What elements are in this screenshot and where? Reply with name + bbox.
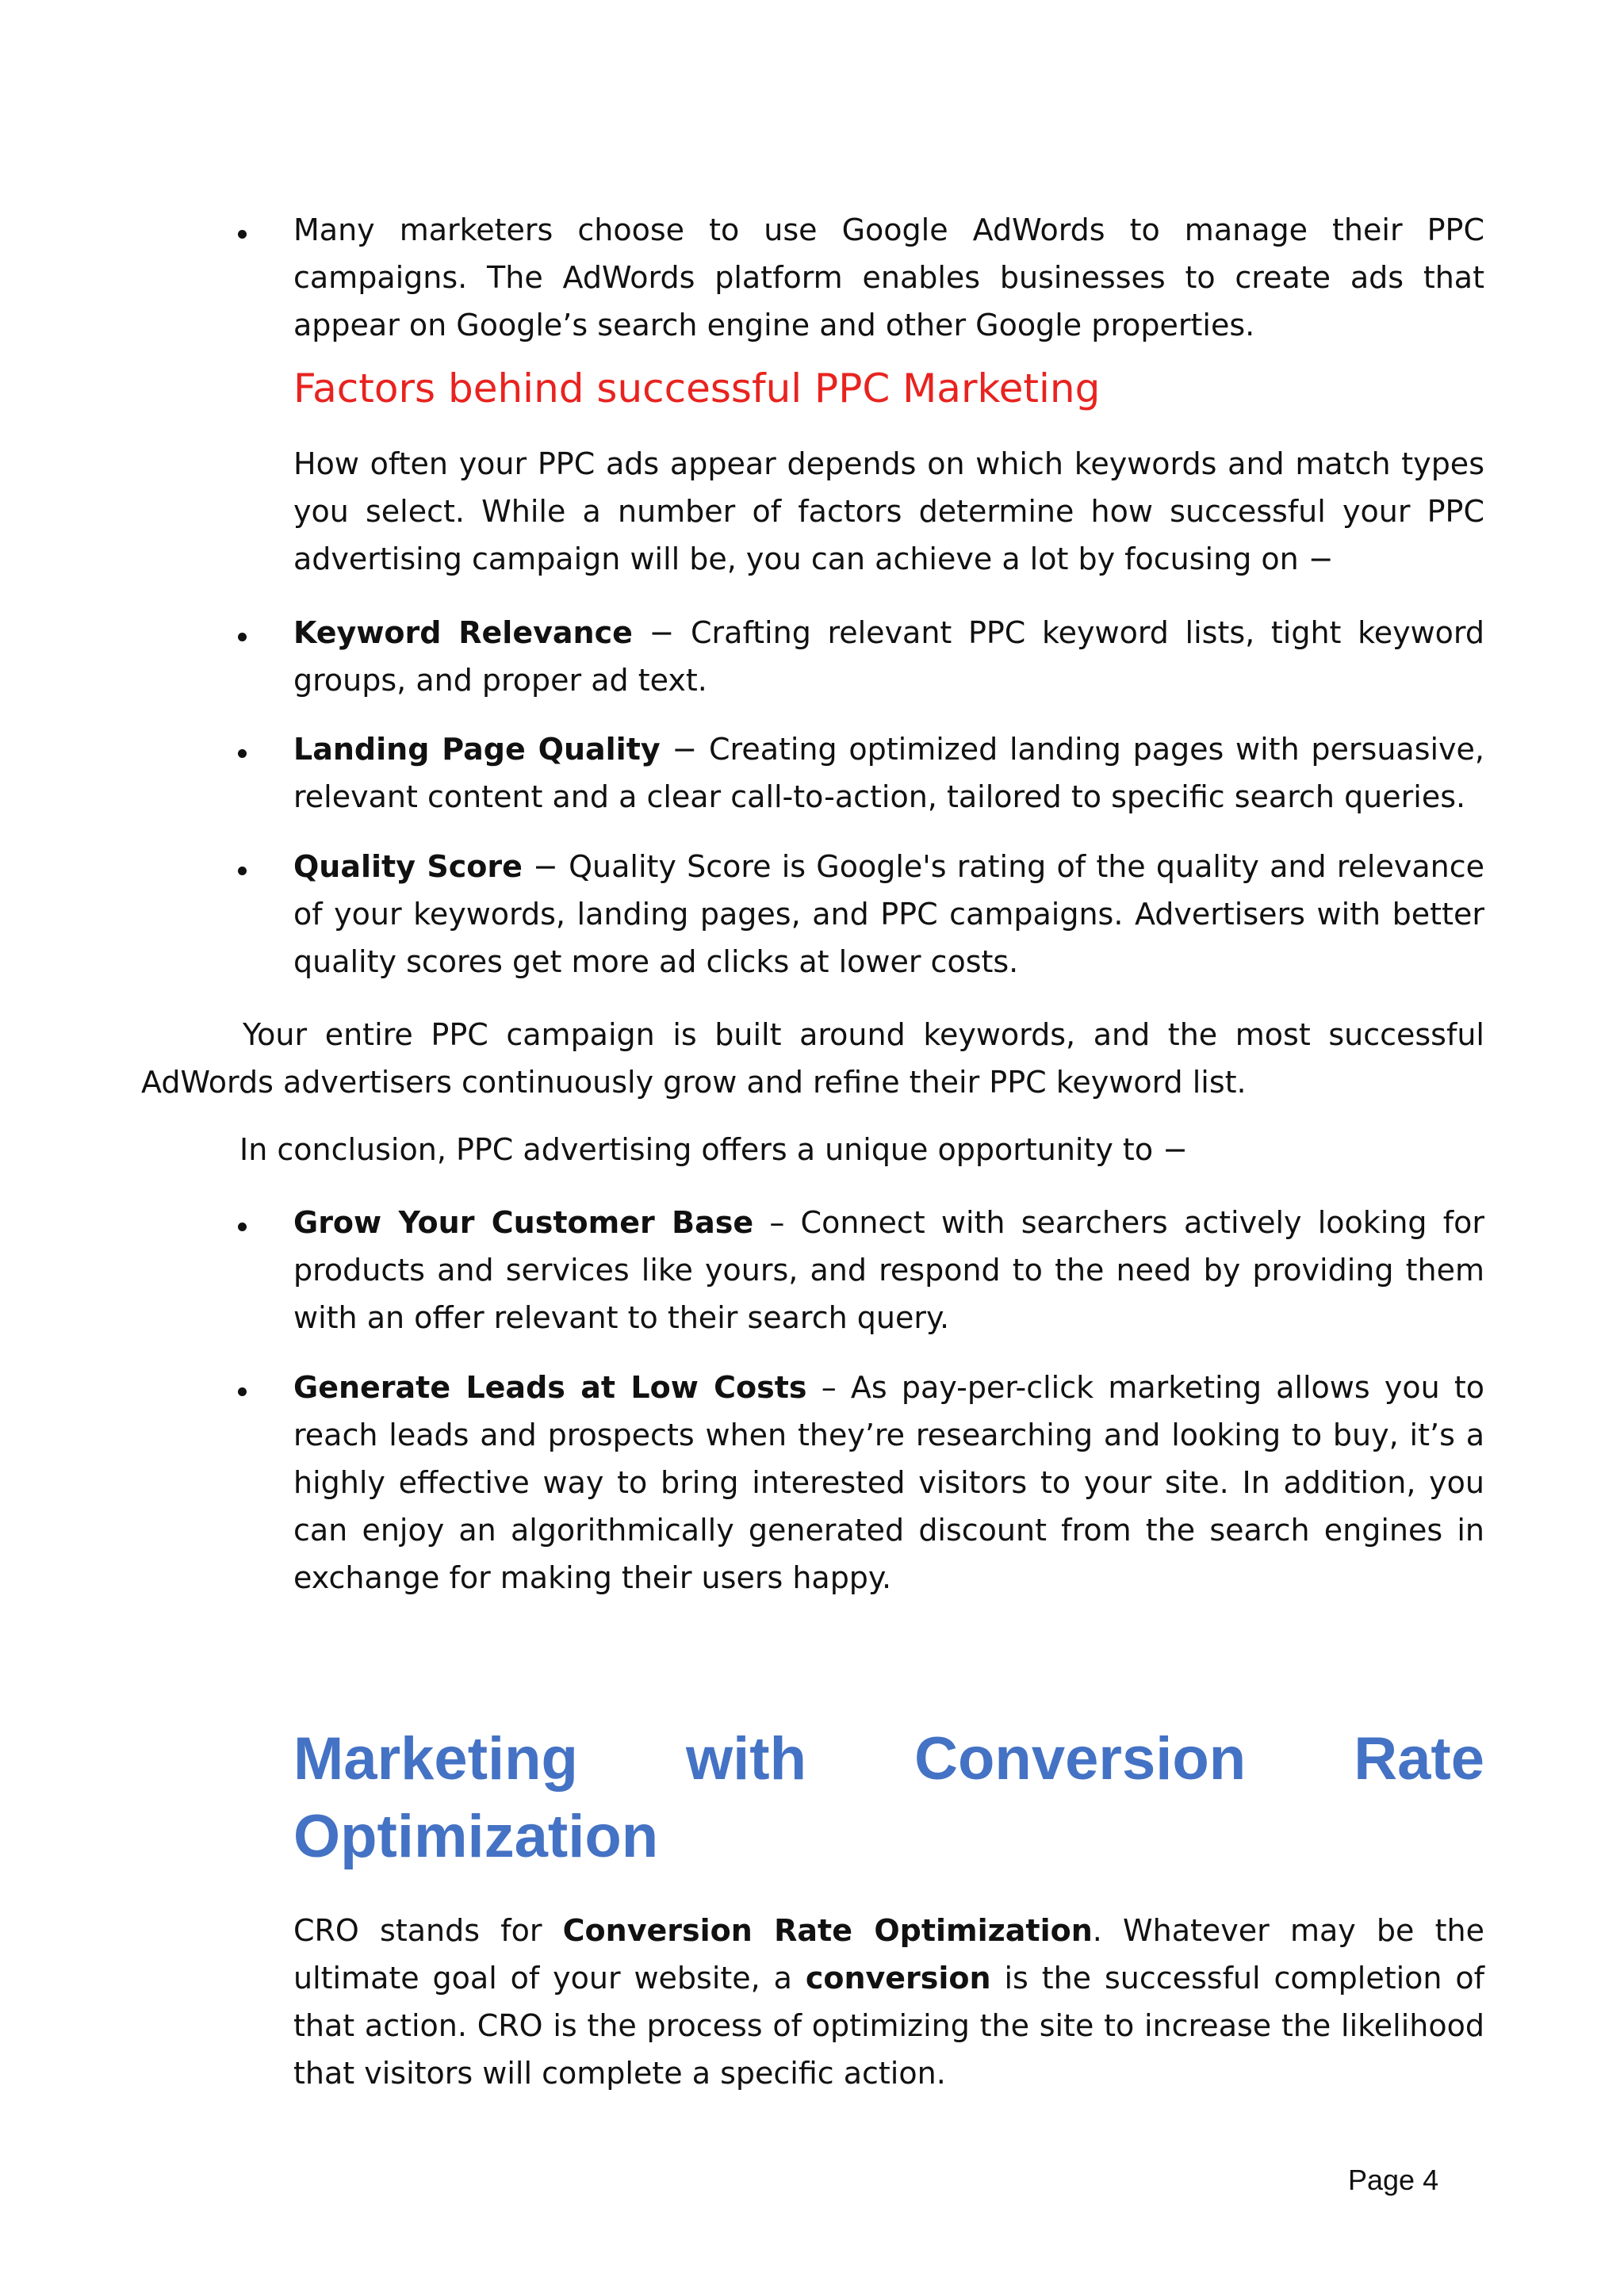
bullet-icon	[238, 1223, 247, 1231]
bullet-title: Quality Score	[293, 849, 523, 884]
bullet-text: Many marketers choose to use Google AdWords to manage their PPC campaigns. The AdWords platform enables businesses to create ads that appear on Google’s search engine and other Google properties.	[293, 212, 1484, 342]
keywords-paragraph: Your entire PPC campaign is built around keywords, and the most successful AdWords advertisers continuously grow and refine their PPC keyword list.	[141, 1017, 1484, 1100]
page-title-cro	[293, 1720, 1484, 1876]
bullet-text	[293, 1199, 1484, 1341]
section-heading-factors: Factors behind successful PPC Marketing	[293, 365, 1101, 411]
factors-intro-paragraph: How often your PPC ads appear depends on which keywords and match types you select. While a number of factors determine how successful your PPC advertising campaign will be, you can achieve a lot by focusing on −	[293, 446, 1484, 576]
bullet-icon	[238, 867, 247, 875]
heading-word: Conversion	[914, 1725, 1247, 1793]
cro-text: CRO stands for	[293, 1913, 563, 1948]
bullet-icon	[238, 1387, 247, 1396]
bullet-text	[293, 843, 1484, 985]
page-number: Page 4	[1348, 2164, 1439, 2196]
heading-word: Rate	[1354, 1725, 1484, 1793]
heading-word: with	[686, 1725, 807, 1793]
cro-text: is the successful completion of that action. CRO is the process of optimizing the site to increase the likelihood that visitors will complete a specific action.	[293, 1961, 1484, 2091]
cro-bold-term: Conversion Rate Optimization	[562, 1913, 1093, 1948]
bullet-icon	[238, 633, 247, 641]
bullet-text	[293, 609, 1484, 704]
bullet-body: – As pay-per-click marketing allows you to reach leads and prospects when they’re researching and looking to buy, it’s a highly effective way to bring interested visitors to your site. In addition, you can enjoy an algorithmically generated discount from the search engines in exchange for making their users happy.	[293, 1370, 1484, 1595]
heading-word: Marketing	[293, 1725, 578, 1793]
bullet-title: Generate Leads at Low Costs	[293, 1370, 807, 1405]
bullet-title: Keyword Relevance	[293, 615, 633, 650]
bullet-body: − Quality Score is Google's rating of the quality and relevance of your keywords, landing pages, and PPC campaigns. Advertisers with better quality scores get more ad clicks at lower costs.	[293, 849, 1484, 979]
cro-paragraph	[293, 1907, 1484, 2097]
bullet-body: − Crafting relevant PPC keyword lists, tight keyword groups, and proper ad text.	[293, 615, 1484, 698]
bullet-icon	[238, 749, 247, 758]
heading-line-2: Optimization	[293, 1803, 659, 1870]
heading-line-1	[293, 1720, 1484, 1798]
cro-bold-term: conversion	[805, 1961, 991, 1996]
conclusion-intro: In conclusion, PPC advertising offers a unique opportunity to −	[239, 1132, 1188, 1167]
bullet-title: Landing Page Quality	[293, 732, 661, 767]
bullet-text	[293, 725, 1484, 821]
cro-text: . Whatever may be the ultimate goal of your website, a	[293, 1913, 1484, 1996]
bullet-body: – Connect with searchers actively looking for products and services like yours, and respond to the need by providing them with an offer relevant to their search query.	[293, 1205, 1484, 1335]
bullet-body: − Creating optimized landing pages with persuasive, relevant content and a clear call-to-action, tailored to specific search queries.	[293, 732, 1484, 814]
bullet-title: Grow Your Customer Base	[293, 1205, 754, 1240]
bullet-icon	[238, 230, 247, 239]
bullet-text	[293, 1364, 1484, 1601]
